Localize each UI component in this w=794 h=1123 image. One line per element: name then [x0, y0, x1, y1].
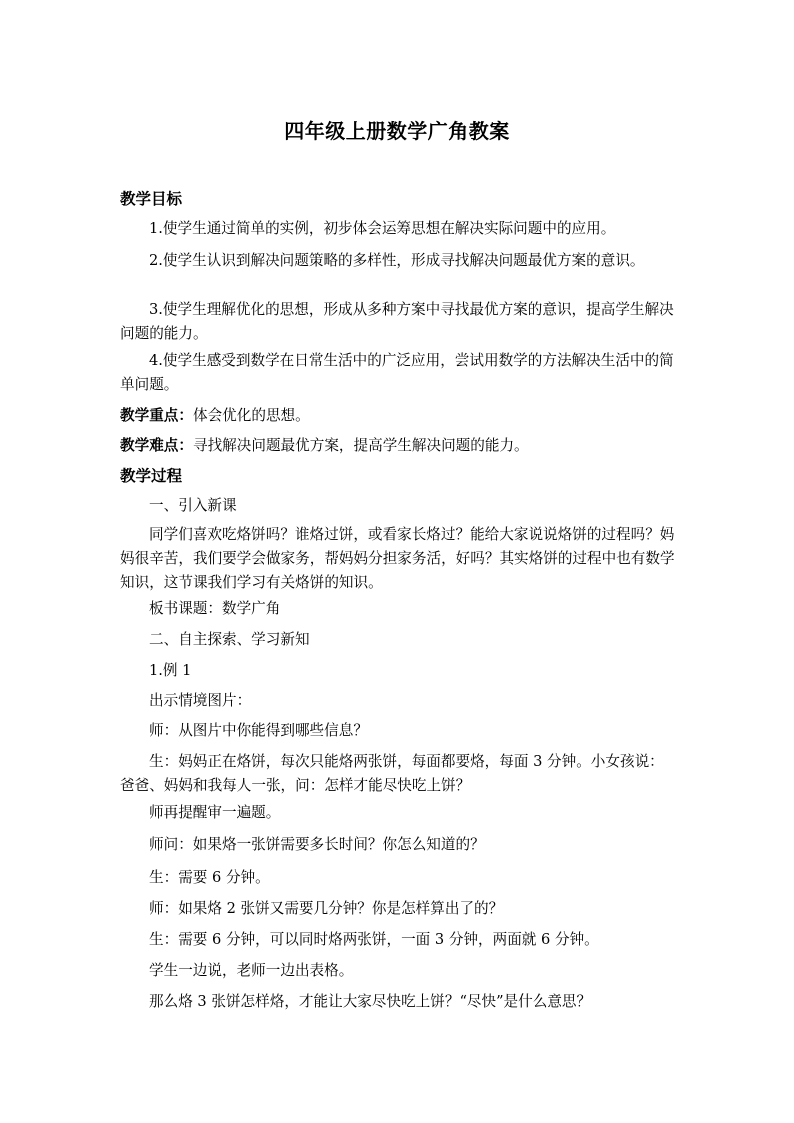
objective-item-4: 4.使学生感受到数学在日常生活中的广泛应用，尝试用数学的方法解决生活中的简单问题。 — [120, 352, 674, 393]
dialogue-line-4: 师问：如果烙一张饼需要多长时间？你怎么知道的？ — [149, 836, 485, 853]
key-point-line — [120, 404, 676, 428]
intro-paragraph: 同学们喜欢吃烙饼吗？谁烙过饼，或看家长烙过？能给大家说说烙饼的过程吗？妈妈很辛苦，我们要学会做家务，帮妈妈分担家务活，好吗？其实烙饼的过程中也有数学知识，这节课我们学习有关烙饼的知识。 — [120, 526, 675, 591]
difficulty-text: 寻找解决问题最优方案，提高学生解决问题的能力。 — [192, 437, 529, 454]
difficulty-label: 教学难点： — [120, 437, 193, 454]
show-picture-line: 出示情境图片： — [149, 692, 252, 709]
objective-item-2: 2.使学生认识到解决问题策略的多样性，形成寻找解决问题最优方案的意识。 — [149, 252, 645, 269]
page-title: 四年级上册数学广角教案 — [284, 119, 510, 143]
example-label: 1.例 1 — [149, 662, 192, 679]
objectives-heading: 教学目标 — [120, 189, 183, 208]
dialogue-line-7: 生：需要 6 分钟，可以同时烙两张饼，一面 3 分钟，两面就 6 分钟。 — [149, 931, 599, 948]
key-point-label: 教学重点： — [120, 407, 193, 424]
objective-item-1: 1.使学生通过简单的实例，初步体会运筹思想在解决实际问题中的应用。 — [149, 220, 616, 237]
dialogue-line-3: 师再提醒审一遍题。 — [149, 804, 281, 821]
difficulty-line — [120, 434, 676, 458]
dialogue-line-2: 生：妈妈正在烙饼，每次只能烙两张饼，每面都要烙，每面 3 分钟。小女孩说：爸爸、妈妈和我每人一张，问：怎样才能尽快吃上饼？ — [120, 753, 664, 794]
dialogue-line-1: 师：从图片中你能得到哪些信息？ — [149, 722, 368, 739]
section-explore-heading: 二、自主探索、学习新知 — [149, 631, 310, 648]
process-heading: 教学过程 — [120, 466, 183, 485]
dialogue-line-9: 那么烙 3 张饼怎样烙，才能让大家尽快吃上饼？“尽快”是什么意思？ — [149, 993, 592, 1010]
board-title-line: 板书课题：数学广角 — [149, 600, 281, 617]
section-intro-heading: 一、引入新课 — [149, 497, 237, 514]
objective-item-3: 3.使学生理解优化的思想，形成从多种方案中寻找最优方案的意识，提高学生解决问题的能力。 — [120, 301, 674, 342]
dialogue-line-6: 师：如果烙 2 张饼又需要几分钟？你是怎样算出了的？ — [149, 900, 504, 917]
dialogue-line-8: 学生一边说，老师一边出表格。 — [149, 962, 354, 979]
dialogue-line-5: 生：需要 6 分钟。 — [149, 869, 270, 886]
key-point-text: 体会优化的思想。 — [192, 407, 310, 424]
